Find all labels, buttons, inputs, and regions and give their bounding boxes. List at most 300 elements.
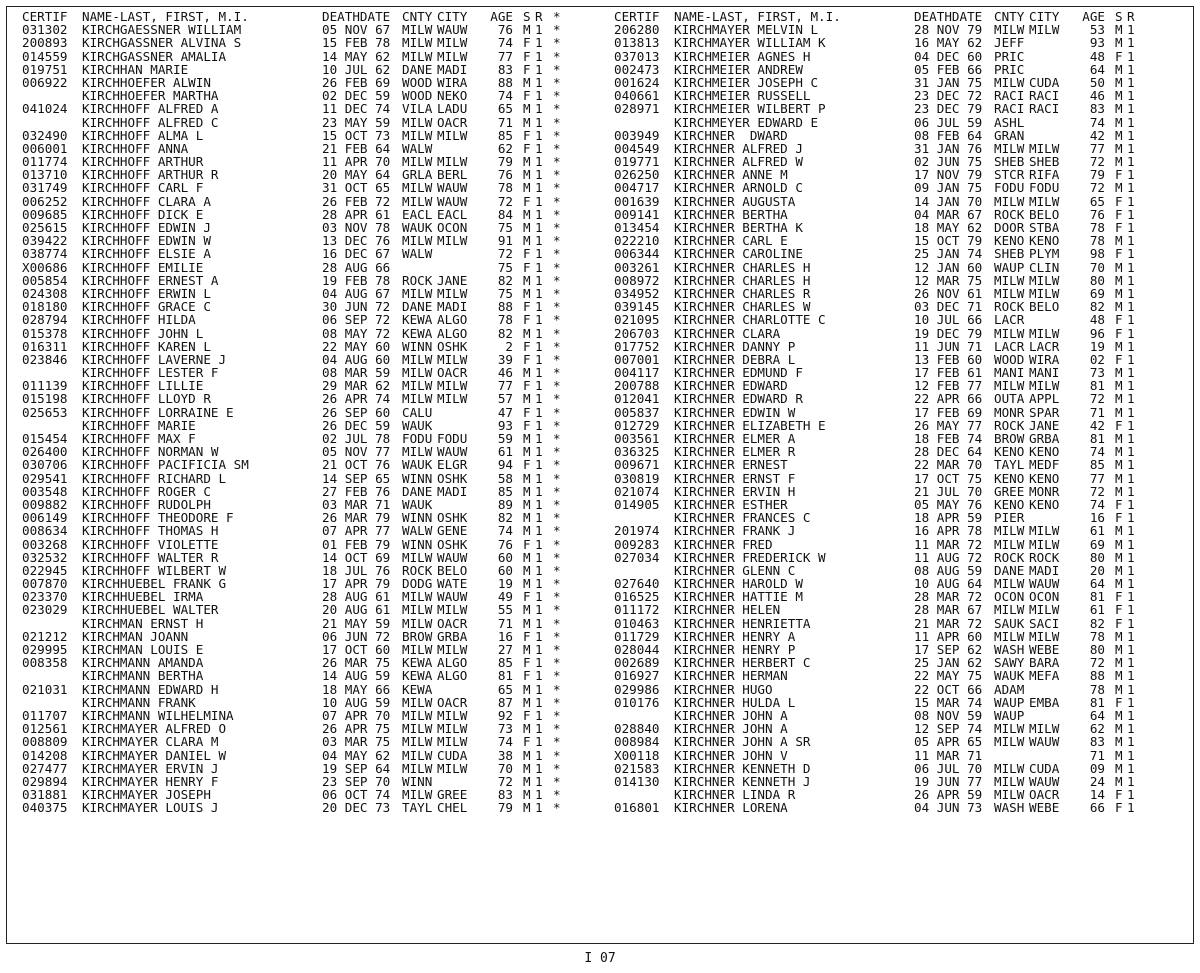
record-sex: M	[523, 682, 531, 696]
record-deathdate: 19 FEB 78	[322, 273, 391, 287]
record-age: 82	[497, 511, 513, 525]
record-race: 1	[535, 300, 543, 314]
record-age: 74	[1089, 115, 1105, 129]
record-sex: M	[1115, 300, 1123, 314]
record-deathdate: 15 OCT 79	[914, 234, 983, 248]
record-city: OACR	[437, 695, 468, 709]
record-row	[22, 643, 567, 656]
record-name: KIRCHHOFF ARTHUR R	[82, 168, 219, 182]
record-name: KIRCHNER FRANK J	[674, 524, 796, 538]
record-age: 64	[1089, 62, 1105, 76]
record-row	[22, 722, 567, 735]
record-deathdate: 17 SEP 62	[914, 643, 983, 657]
record-age: 16	[497, 629, 513, 643]
record-certif: 021583	[614, 761, 660, 775]
record-race: 1	[535, 115, 543, 129]
record-name: KIRCHNER HELEN	[674, 603, 781, 617]
record-row	[614, 485, 1145, 498]
record-name: KIRCHMANN WILHELMINA	[82, 708, 234, 723]
record-certif: 007001	[614, 352, 660, 367]
record-race: 1	[1127, 774, 1135, 789]
record-deathdate: 26 APR 59	[914, 788, 983, 802]
record-row	[614, 603, 1145, 616]
record-certif: 017752	[614, 339, 660, 353]
record-name: KIRCHMAYER ERVIN J	[82, 761, 219, 775]
record-age: 76	[497, 168, 513, 182]
record-city: CHEL	[437, 801, 468, 815]
record-county: STCR	[994, 168, 1025, 182]
record-certif: 028794	[22, 313, 68, 327]
record-name: KIRCHMEYER EDWARD E	[674, 115, 819, 129]
record-name: KIRCHNER DEBRA L	[674, 352, 796, 367]
record-certif: 002473	[614, 62, 660, 76]
record-row	[614, 577, 1145, 590]
record-age: 61	[1089, 524, 1105, 538]
record-marker: *	[553, 748, 561, 762]
record-certif: 038774	[22, 247, 68, 261]
record-deathdate: 28 NOV 79	[914, 23, 983, 37]
record-race: 1	[535, 524, 543, 538]
record-race: 1	[535, 497, 543, 512]
record-certif: 021095	[614, 313, 660, 327]
record-city: MILW	[1029, 141, 1060, 156]
record-row	[614, 445, 1145, 458]
record-marker: *	[553, 300, 561, 314]
record-row	[22, 617, 567, 630]
record-certif: 039145	[614, 300, 660, 314]
record-name: KIRCHHOFF THOMAS H	[82, 524, 219, 538]
record-race: 1	[1127, 418, 1135, 432]
record-race: 1	[535, 168, 543, 182]
record-deathdate: 21 MAY 59	[322, 616, 391, 630]
record-row	[614, 801, 1145, 814]
record-city: EMBA	[1029, 695, 1060, 709]
record-certif: 031302	[22, 23, 68, 37]
header-certif: CERTIF	[22, 10, 68, 24]
record-county: WINN	[402, 774, 433, 789]
record-race: 1	[1127, 115, 1135, 129]
record-certif	[22, 419, 82, 432]
record-race: 1	[535, 682, 543, 696]
record-city: KENO	[1029, 445, 1060, 459]
record-county: MILW	[994, 141, 1025, 156]
record-city: MADI	[437, 300, 468, 314]
record-city: MANI	[1029, 366, 1060, 380]
record-name: KIRCHMANN FRANK	[82, 695, 196, 709]
record-sex: F	[523, 62, 531, 76]
record-city	[437, 406, 477, 419]
record-race: 1	[1127, 669, 1135, 683]
record-name: KIRCHNER HERBERT C	[674, 656, 811, 670]
record-race: 1	[1127, 141, 1135, 156]
record-county: WINN	[402, 537, 433, 551]
record-sex: M	[1115, 392, 1123, 406]
record-county: MILW	[402, 590, 433, 604]
record-county: ROCK	[994, 418, 1025, 432]
record-row	[614, 696, 1145, 709]
record-county: MILW	[402, 234, 433, 248]
record-row	[614, 195, 1145, 208]
record-sex: M	[1115, 286, 1123, 301]
record-row	[614, 735, 1145, 748]
record-marker: *	[553, 207, 561, 221]
record-sex: F	[523, 49, 531, 63]
record-sex: M	[1115, 62, 1123, 76]
record-age: 65	[1089, 194, 1105, 208]
record-race: 1	[535, 748, 543, 762]
record-sex: M	[1115, 669, 1123, 683]
record-county: MILW	[402, 379, 433, 393]
record-city: MILW	[437, 352, 468, 367]
record-city: BERL	[437, 168, 468, 182]
record-row	[614, 313, 1145, 326]
record-deathdate: 16 APR 78	[914, 524, 983, 538]
record-deathdate: 14 AUG 59	[322, 669, 391, 683]
record-sex: M	[523, 181, 531, 195]
record-row	[614, 23, 1145, 36]
record-deathdate: 28 AUG 61	[322, 590, 391, 604]
record-sex: M	[523, 550, 531, 564]
record-certif	[22, 366, 82, 379]
record-sex: M	[1115, 445, 1123, 459]
record-sex: M	[1115, 75, 1123, 90]
record-age: 81	[1089, 695, 1105, 709]
record-sex: M	[1115, 115, 1123, 129]
header-deathdate: DEATHDATE	[914, 10, 983, 24]
record-age: 82	[497, 273, 513, 287]
record-row	[22, 353, 567, 366]
record-row	[22, 735, 567, 748]
record-marker: *	[553, 445, 561, 459]
record-race: 1	[1127, 62, 1135, 76]
record-age: 69	[1089, 537, 1105, 551]
record-certif: 201974	[614, 524, 660, 538]
record-county: EACL	[402, 207, 433, 221]
record-sex: F	[523, 339, 531, 353]
record-deathdate: 15 MAR 74	[914, 695, 983, 709]
record-city: KENO	[1029, 234, 1060, 248]
record-city: OCON	[1029, 590, 1060, 604]
record-row	[22, 775, 567, 788]
record-county: PRIC	[994, 49, 1025, 63]
record-marker: *	[553, 563, 561, 578]
record-age: 73	[1089, 366, 1105, 380]
record-deathdate: 04 MAY 62	[322, 748, 391, 762]
record-sex: M	[1115, 405, 1123, 419]
record-deathdate: 31 OCT 65	[322, 181, 391, 195]
record-name: KIRCHNER JOHN V	[674, 748, 788, 762]
record-race: 1	[535, 273, 543, 287]
record-marker: *	[553, 273, 561, 287]
record-county: SHEB	[994, 155, 1025, 169]
record-age: 60	[497, 550, 513, 564]
record-name: KIRCHNER BERTHA K	[674, 221, 803, 235]
record-city: ALGO	[437, 669, 468, 683]
record-row	[22, 234, 567, 247]
record-race: 1	[535, 643, 543, 657]
record-name: KIRCHNER CAROLINE	[674, 247, 803, 261]
record-age: 65	[497, 682, 513, 696]
record-race: 1	[535, 392, 543, 406]
record-name: KIRCHHOFF ROGER C	[82, 484, 211, 498]
record-county: SAWY	[994, 656, 1025, 670]
record-sex: F	[523, 669, 531, 683]
record-county: PRIC	[994, 62, 1025, 76]
record-certif: X00118	[614, 748, 660, 762]
record-race: 1	[535, 788, 543, 802]
record-certif: 003268	[22, 537, 68, 551]
record-certif: 016801	[614, 801, 660, 815]
record-age: 2	[505, 339, 513, 353]
record-city: MILW	[1029, 286, 1060, 301]
record-age: 20	[1089, 563, 1105, 578]
record-deathdate: 26 NOV 61	[914, 286, 983, 301]
header-deathdate: DEATHDATE	[322, 10, 391, 24]
record-sex: M	[523, 788, 531, 802]
record-certif: 206703	[614, 326, 660, 340]
record-name: KIRCHHOFF WILBERT W	[82, 563, 227, 578]
record-deathdate: 20 DEC 73	[322, 801, 391, 815]
record-city	[437, 261, 477, 274]
record-race: 1	[1127, 708, 1135, 723]
record-race: 1	[535, 89, 543, 103]
record-city: BELO	[437, 563, 468, 578]
record-county: MILW	[994, 735, 1025, 749]
record-row	[22, 129, 567, 142]
record-name: KIRCHMEIER ANDREW	[674, 62, 803, 76]
record-age: 85	[497, 656, 513, 670]
record-certif: 031749	[22, 181, 68, 195]
header-cnty: CNTY	[994, 10, 1025, 24]
record-marker: *	[553, 352, 561, 367]
record-row	[22, 709, 567, 722]
record-race: 1	[535, 352, 543, 367]
record-city: OSHK	[437, 471, 468, 485]
record-marker: *	[553, 141, 561, 156]
record-sex: M	[1115, 36, 1123, 50]
record-county: MILW	[402, 352, 433, 367]
record-sex: F	[1115, 168, 1123, 182]
record-deathdate: 30 JUN 72	[322, 300, 391, 314]
record-row	[614, 76, 1145, 89]
record-age: 47	[497, 405, 513, 419]
record-age: 82	[1089, 300, 1105, 314]
record-city: RACI	[1029, 89, 1060, 103]
record-race: 1	[1127, 313, 1135, 327]
record-race: 1	[535, 458, 543, 472]
record-race: 1	[535, 379, 543, 393]
record-age: 72	[1089, 484, 1105, 498]
record-row	[22, 524, 567, 537]
record-deathdate: 23 DEC 79	[914, 102, 983, 116]
record-sex: F	[1115, 194, 1123, 208]
record-sex: M	[523, 616, 531, 630]
record-race: 1	[1127, 788, 1135, 802]
record-city: ALGO	[437, 313, 468, 327]
record-county: MILW	[994, 273, 1025, 287]
record-deathdate: 21 MAR 72	[914, 616, 983, 630]
record-race: 1	[535, 656, 543, 670]
record-name: KIRCHNER BERTHA	[674, 207, 788, 221]
record-county: MILW	[994, 761, 1025, 775]
record-county: RACI	[994, 102, 1025, 116]
record-deathdate: 08 FEB 64	[914, 128, 983, 142]
record-county: DANE	[994, 563, 1025, 578]
record-marker: *	[553, 458, 561, 472]
record-name: KIRCHMEIER WILBERT P	[674, 102, 826, 116]
record-race: 1	[535, 550, 543, 564]
record-certif: 028044	[614, 643, 660, 657]
record-name: KIRCHNER HULDA L	[674, 695, 796, 709]
record-county: MILW	[994, 194, 1025, 208]
record-sex: F	[523, 300, 531, 314]
record-certif	[22, 669, 82, 682]
record-certif: 012729	[614, 418, 660, 432]
column-header-row	[22, 10, 567, 23]
record-age: 42	[1089, 418, 1105, 432]
record-certif: 003561	[614, 432, 660, 446]
record-deathdate: 02 JUN 75	[914, 155, 983, 169]
record-name: KIRCHHOFF WALTER R	[82, 550, 219, 564]
record-city: KENO	[1029, 471, 1060, 485]
record-certif: 015378	[22, 326, 68, 340]
record-city: ALGO	[437, 656, 468, 670]
record-deathdate: 05 APR 65	[914, 735, 983, 749]
record-deathdate: 18 APR 59	[914, 511, 983, 525]
record-race: 1	[1127, 735, 1135, 749]
record-county: WASH	[994, 801, 1025, 815]
record-deathdate: 26 MAY 77	[914, 418, 983, 432]
record-age: 61	[497, 445, 513, 459]
record-city: MILW	[437, 722, 468, 736]
record-city: ROCK	[1029, 550, 1060, 564]
record-name: KIRCHHOFF ALFRED A	[82, 102, 219, 116]
record-name: KIRCHHOFF NORMAN W	[82, 445, 219, 459]
record-certif: 013813	[614, 36, 660, 50]
record-county: WALW	[402, 247, 433, 261]
record-row	[614, 498, 1145, 511]
record-county: BROW	[402, 629, 433, 643]
record-row	[614, 656, 1145, 669]
record-county: WOOD	[402, 75, 433, 90]
record-city	[1029, 511, 1069, 524]
record-name: KIRCHHOEFER ALWIN	[82, 75, 211, 90]
record-name: KIRCHNER LORENA	[674, 801, 788, 815]
record-race: 1	[1127, 682, 1135, 696]
record-county: MILW	[994, 788, 1025, 802]
header-marker: *	[553, 10, 561, 24]
record-race: 1	[535, 590, 543, 604]
record-row	[22, 788, 567, 801]
record-deathdate: 11 MAR 71	[914, 748, 983, 762]
record-age: 80	[1089, 273, 1105, 287]
record-sex: M	[1115, 563, 1123, 578]
record-age: 64	[1089, 577, 1105, 591]
record-marker: *	[553, 260, 561, 274]
record-race: 1	[1127, 36, 1135, 50]
record-race: 1	[535, 141, 543, 156]
record-deathdate: 09 JAN 75	[914, 181, 983, 195]
record-race: 1	[535, 260, 543, 274]
record-name: KIRCHHOFF JOHN L	[82, 326, 204, 340]
record-city: BELO	[1029, 207, 1060, 221]
record-deathdate: 12 FEB 77	[914, 379, 983, 393]
record-city	[1029, 683, 1069, 696]
record-marker: *	[553, 484, 561, 498]
record-deathdate: 03 NOV 78	[322, 221, 391, 235]
record-race: 1	[1127, 379, 1135, 393]
record-sex: M	[523, 801, 531, 815]
record-marker: *	[553, 471, 561, 485]
record-name: KIRCHMEIER JOSEPH C	[674, 75, 819, 90]
record-city: MADI	[437, 62, 468, 76]
record-marker: *	[553, 708, 561, 723]
record-sex: F	[523, 656, 531, 670]
record-age: 61	[1089, 603, 1105, 617]
record-name: KIRCHNER JOHN A	[674, 708, 788, 723]
record-race: 1	[535, 629, 543, 643]
record-name: KIRCHHOFF LESTER F	[82, 366, 219, 380]
record-city	[1029, 50, 1069, 63]
record-row	[614, 261, 1145, 274]
record-race: 1	[1127, 221, 1135, 235]
header-race: R	[1127, 10, 1135, 24]
record-deathdate: 19 JUN 77	[914, 774, 983, 789]
record-row	[22, 195, 567, 208]
record-county: ADAM	[994, 682, 1025, 696]
record-age: 88	[497, 300, 513, 314]
record-county: MILW	[402, 603, 433, 617]
record-city: MILW	[1029, 524, 1060, 538]
record-race: 1	[1127, 155, 1135, 169]
header-city: CITY	[437, 10, 468, 24]
record-age: 48	[1089, 49, 1105, 63]
record-age: 70	[1089, 260, 1105, 274]
record-age: 78	[1089, 221, 1105, 235]
record-name: KIRCHNER JOHN A	[674, 722, 788, 736]
record-race: 1	[535, 708, 543, 723]
record-certif: 011139	[22, 379, 68, 393]
record-sex: M	[1115, 234, 1123, 248]
record-deathdate: 20 AUG 61	[322, 603, 391, 617]
record-marker: *	[553, 155, 561, 169]
record-city: MILW	[437, 155, 468, 169]
record-city	[437, 498, 477, 511]
record-sex: M	[1115, 379, 1123, 393]
record-age: 93	[1089, 36, 1105, 50]
record-certif: 011172	[614, 603, 660, 617]
record-city: MILW	[437, 603, 468, 617]
record-city: WIRA	[437, 75, 468, 90]
record-certif: 026400	[22, 445, 68, 459]
record-certif: 009685	[22, 207, 68, 221]
record-row	[22, 445, 567, 458]
record-certif: 008972	[614, 273, 660, 287]
record-city	[1029, 129, 1069, 142]
record-name: KIRCHNER EDWARD R	[674, 392, 803, 406]
record-race: 1	[535, 695, 543, 709]
record-name: KIRCHMAYER HENRY F	[82, 774, 219, 789]
record-name: KIRCHHOFF EDWIN J	[82, 221, 211, 235]
record-name: KIRCHHOFF ALMA L	[82, 128, 204, 142]
record-deathdate: 23 DEC 72	[914, 89, 983, 103]
record-row	[22, 340, 567, 353]
record-name: KIRCHNER ERVIN H	[674, 484, 796, 498]
record-city: LADU	[437, 102, 468, 116]
record-county: MILW	[402, 788, 433, 802]
record-deathdate: 14 OCT 69	[322, 550, 391, 564]
record-race: 1	[1127, 537, 1135, 551]
